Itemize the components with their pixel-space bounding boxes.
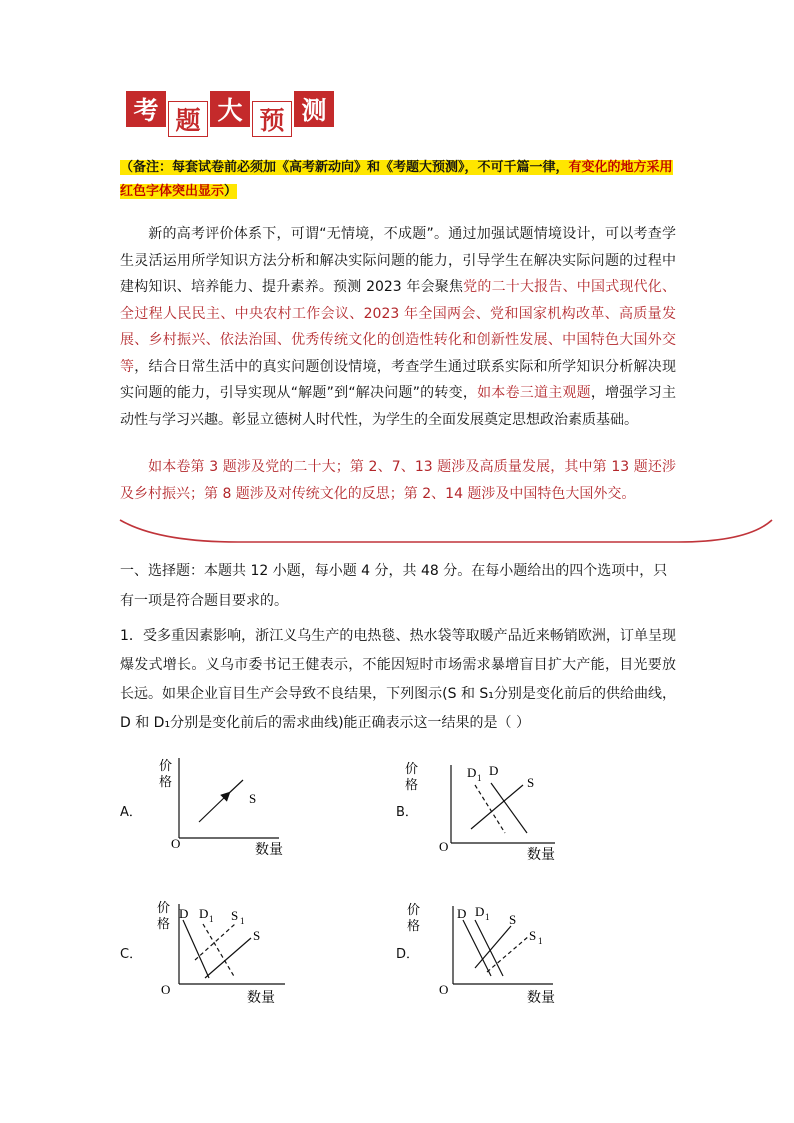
supply-label: S [527, 775, 535, 790]
subscript: 1 [240, 916, 245, 926]
supply-label: S [509, 912, 517, 927]
demand-label: D [179, 906, 189, 921]
axis-price-label: 价 [157, 900, 171, 915]
graph-b [405, 755, 565, 865]
subscript: 1 [209, 914, 214, 924]
supply-new-label: S [231, 908, 239, 923]
graph-a [155, 750, 295, 862]
supply-label: S [249, 791, 257, 806]
intro-paragraph [120, 221, 676, 433]
demand-new-label: D [199, 906, 209, 921]
axis-qty-label: 数量 [527, 991, 555, 1006]
origin-label: O [161, 982, 171, 997]
intro-red-text: 如本卷三道主观题 [477, 385, 591, 401]
logo-char: 大 [210, 91, 250, 127]
subscript: 1 [485, 912, 490, 922]
axis-price-label: 价 [159, 758, 173, 773]
graph-c [155, 898, 295, 1008]
option-b-label: B． [396, 805, 418, 820]
option-c-label: C． [120, 947, 143, 962]
note-text: （备注：每套试卷前必须加《高考新动向》和《考题大预测》，不可千篇一律， [120, 160, 569, 175]
supply-new-label: S [529, 928, 537, 943]
graph-d [405, 898, 565, 1008]
divider-curve [118, 516, 776, 546]
axis-price-label: 格 [157, 916, 171, 931]
demand-new-label: D [467, 765, 477, 780]
demand-label: D [457, 906, 467, 921]
logo-char: 预 [252, 101, 292, 137]
origin-label: O [439, 982, 449, 997]
demand-new-label: D [475, 904, 485, 919]
axis-price-label: 格 [405, 777, 419, 792]
focus-paragraph [120, 454, 676, 507]
intro-text: 新的高考评价体系下，可谓“无情境，不成题”。通过加强试题情境设计，可以考查学生灵活运用所学知识方法分析和解决实际问题的能力，引导学生在解决实际问题的过程中建构知识、培养能力、提升素养。预测 2023 年会聚焦 [120, 226, 676, 295]
note-red-text: 有变化的地方采用红色字体突出显示 [120, 160, 673, 199]
focus-red-text: 如本卷第 3 题涉及党的二十大；第 2、7、13 题涉及高质量发展，其中第 13 题还涉及乡村振兴；第 8 题涉及对传统文化的反思；第 2、14 题涉及中国特色大国外交。 [120, 459, 676, 502]
axis-qty-label: 数量 [527, 848, 555, 863]
logo-char: 题 [168, 101, 208, 137]
option-a-label: A． [120, 805, 142, 820]
intro-text: ，结合日常生活中的真实问题创设情境，考查学生通过联系实际和所学知识分析解决现实问题的能力，引导实现从“解题”到“解决问题”的转变， [120, 358, 677, 401]
option-d-label: D． [396, 947, 420, 962]
demand-label: D [489, 763, 499, 778]
origin-label: O [171, 836, 181, 851]
axis-price-label: 格 [159, 774, 173, 789]
axis-qty-label: 数量 [255, 843, 283, 858]
logo-char: 考 [126, 91, 166, 127]
logo-char: 测 [294, 91, 334, 127]
axis-price-label: 格 [407, 918, 421, 933]
section-heading: 一、选择题：本题共 12 小题，每小题 4 分，共 48 分。在每小题给出的四个选项中，只有一项是符合题目要求的。 [120, 563, 668, 609]
editor-note [120, 156, 680, 204]
intro-text: ，增强学习主动性与学习兴趣。彰显立德树人时代性，为学生的全面发展奠定思想政治素质基础。 [120, 385, 676, 428]
origin-label: O [439, 839, 449, 854]
subscript: 1 [538, 936, 543, 946]
supply-label: S [253, 928, 261, 943]
question-1: 1．受多重因素影响，浙江义乌生产的电热毯、热水袋等取暖产品近来畅销欧洲，订单呈现爆发式增长。义乌市委书记王健表示，不能因短时市场需求暴增盲目扩大产能，目光要放长远。如果企业盲目生产会导致不良结果，下列图示(S 和 S₁分别是变化前后的供给曲线，D 和 D₁分别是变化前后的需求曲线)能正确表示这一结果的是（ ） [120, 628, 676, 731]
intro-red-text: 党的二十大报告、中国式现代化、全过程人民民主、中央农村工作会议、2023 年全国两会、党和国家机构改革、高质量发展、乡村振兴、依法治国、优秀传统文化的创造性转化和创新性发展、中国特色大国外交等 [120, 279, 676, 375]
axis-price-label: 价 [405, 761, 419, 776]
exam-prediction-logo [126, 95, 336, 135]
note-close: ） [224, 184, 238, 199]
axis-qty-label: 数量 [247, 991, 275, 1006]
axis-price-label: 价 [407, 902, 421, 917]
subscript: 1 [477, 773, 482, 783]
